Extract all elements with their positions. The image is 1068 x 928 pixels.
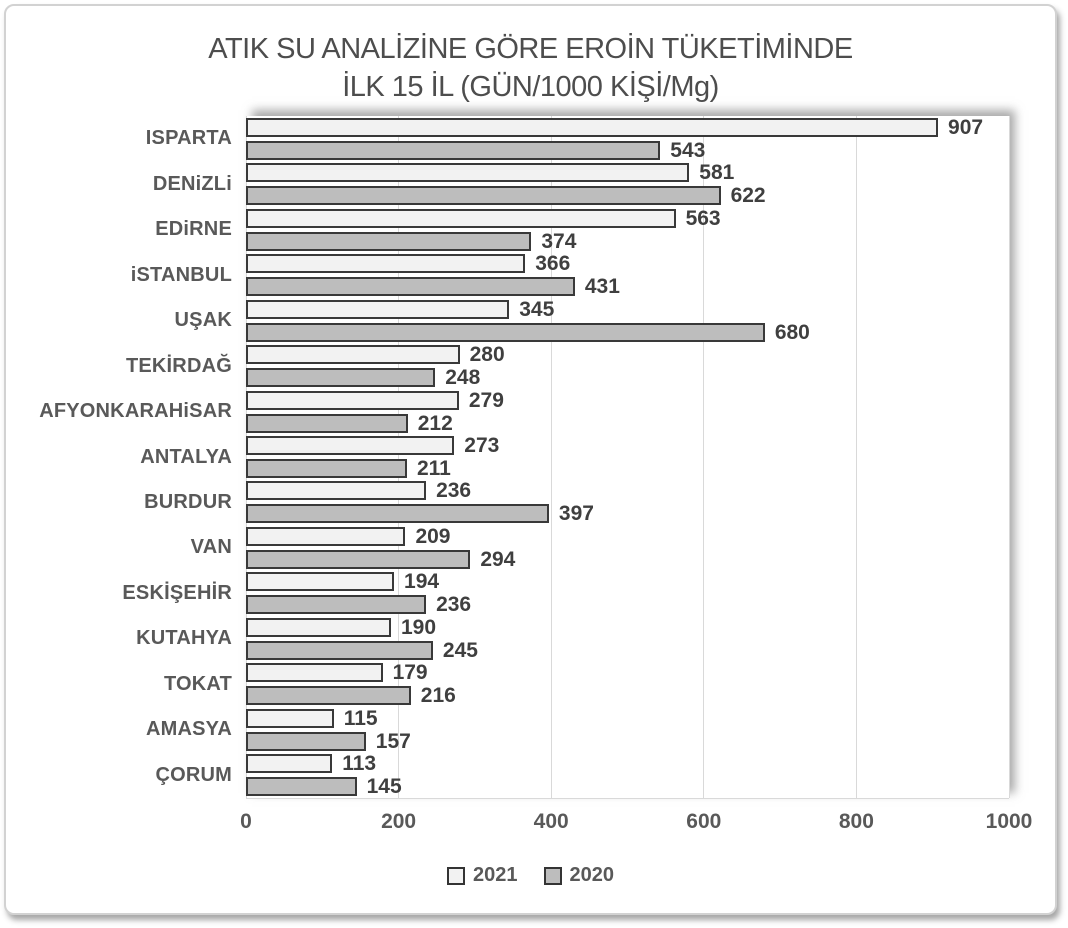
bar-line [246,297,1009,321]
legend-item-2020 [544,864,615,887]
bar-2020 [246,732,366,751]
bar-2021 [246,527,405,546]
value-label: 236 [436,593,472,617]
bar-line [246,547,1009,571]
bar-group [246,525,1009,570]
bar-group [246,616,1009,661]
value-label: 216 [420,684,456,708]
bar-line [246,661,1009,685]
bar-line [246,275,1009,299]
category-label: iSTANBUL [130,263,232,286]
bar-group [246,389,1009,434]
value-label: 622 [730,184,766,208]
bar-2020 [246,641,433,660]
bar-2020 [246,277,575,296]
bar-line [246,138,1009,162]
bar-group [246,343,1009,388]
category-axis [6,116,232,798]
value-label: 543 [670,138,706,162]
bar-2021 [246,209,676,228]
value-label: 581 [699,161,735,185]
category-label: AFYONKARAHiSAR [39,400,232,423]
x-tick-label: 200 [381,810,417,833]
bar-group [246,571,1009,616]
bar-line [246,775,1009,799]
bar-line [246,638,1009,662]
value-label: 157 [375,729,411,753]
bar-2021 [246,481,426,500]
value-label: 115 [343,706,378,730]
bar-2021 [246,254,525,273]
bar-2020 [246,595,426,614]
bar-group [246,480,1009,525]
category-label: KUTAHYA [136,627,232,650]
bar-2020 [246,323,765,342]
bar-2021 [246,118,938,137]
category-label: AMASYA [145,718,232,741]
category-label: BURDUR [144,490,232,513]
bar-line [246,184,1009,208]
bar-line [246,706,1009,730]
category-label: UŞAK [174,309,232,332]
bar-line [246,115,1009,139]
bar-line [246,502,1009,526]
bar-2021 [246,436,454,455]
category-label: DENiZLi [152,172,232,195]
bar-2020 [246,414,408,433]
value-label: 431 [584,275,620,299]
bar-2020 [246,504,549,523]
bar-line [246,729,1009,753]
value-label: 563 [685,206,721,230]
bar-line [246,684,1009,708]
value-label: 366 [535,252,571,276]
category-label: ANTALYA [140,445,232,468]
value-label: 248 [445,366,481,390]
bar-2021 [246,391,459,410]
value-label: 209 [415,524,451,548]
legend [6,864,1055,887]
chart-title-line1: ATIK SU ANALİZİNE GÖRE EROİN TÜKETİMİNDE [208,33,853,65]
bar-2021 [246,663,383,682]
value-label: 279 [468,388,504,412]
x-tick-label: 400 [533,810,569,833]
category-label: ESKİŞEHİR [122,581,232,604]
bar-2020 [246,368,435,387]
legend-label: 2021 [473,864,518,886]
bar-line [246,593,1009,617]
category-label: EDiRNE [155,218,232,241]
legend-swatch [544,867,562,885]
value-label: 179 [392,661,428,685]
x-tick-label: 800 [838,810,874,833]
value-label: 907 [948,115,984,139]
x-axis [240,810,1033,842]
bar-group [246,298,1009,343]
category-label: TEKİRDAĞ [125,354,232,377]
bar-line [246,252,1009,276]
bar-line [246,615,1009,639]
bar-group [246,207,1009,252]
category-label: ISPARTA [145,127,232,150]
value-label: 680 [774,320,810,344]
value-label: 211 [416,457,451,481]
bar-group [246,753,1009,798]
bar-2021 [246,709,334,728]
bar-line [246,388,1009,412]
bar-2020 [246,232,531,251]
category-label: TOKAT [163,672,232,695]
value-label: 236 [436,479,472,503]
bar-2021 [246,300,509,319]
legend-swatch [447,867,465,885]
value-label: 145 [366,775,402,799]
legend-label: 2020 [569,864,614,886]
bar-group [246,434,1009,479]
value-label: 294 [480,547,516,571]
legend-item-2021 [447,864,518,887]
value-label: 345 [519,297,555,321]
bar-line [246,411,1009,435]
category-label: VAN [190,536,232,559]
x-tick-label: 1000 [985,810,1033,833]
bar-line [246,479,1009,503]
bar-line [246,229,1009,253]
bar-group [246,116,1009,161]
bar-line [246,161,1009,185]
bar-line [246,570,1009,594]
bar-2021 [246,618,391,637]
bar-group [246,707,1009,752]
value-label: 194 [404,570,440,594]
bar-line [246,206,1009,230]
bar-2020 [246,777,357,796]
value-label: 245 [442,638,478,662]
x-tick-label: 600 [686,810,722,833]
bar-line [246,524,1009,548]
bar-line [246,752,1009,776]
value-label: 280 [469,343,505,367]
bar-group [246,662,1009,707]
value-label: 190 [400,615,437,639]
value-label: 374 [541,229,577,253]
bar-line [246,320,1009,344]
value-label: 212 [417,411,453,435]
bar-2021 [246,754,332,773]
bar-group [246,252,1009,297]
bar-2020 [246,550,470,569]
category-label: ÇORUM [155,763,232,786]
bar-group [246,161,1009,206]
chart-title-line2: İLK 15 İL (GÜN/1000 KİŞİ/Mg) [342,71,719,103]
bar-2021 [246,345,460,364]
bar-2020 [246,141,660,160]
bar-line [246,343,1009,367]
value-label: 397 [558,502,594,526]
bar-line [246,434,1009,458]
bar-rows [246,116,1009,798]
bar-2021 [246,572,394,591]
bar-line [246,457,1009,481]
value-label: 113 [342,752,377,776]
value-label: 273 [464,434,500,458]
bar-2021 [246,163,689,182]
chart-frame [4,4,1057,915]
x-tick-label: 0 [240,810,252,833]
bar-2020 [246,459,407,478]
bar-2020 [246,186,721,205]
bar-line [246,366,1009,390]
bar-2020 [246,686,411,705]
chart-title [6,30,1055,106]
